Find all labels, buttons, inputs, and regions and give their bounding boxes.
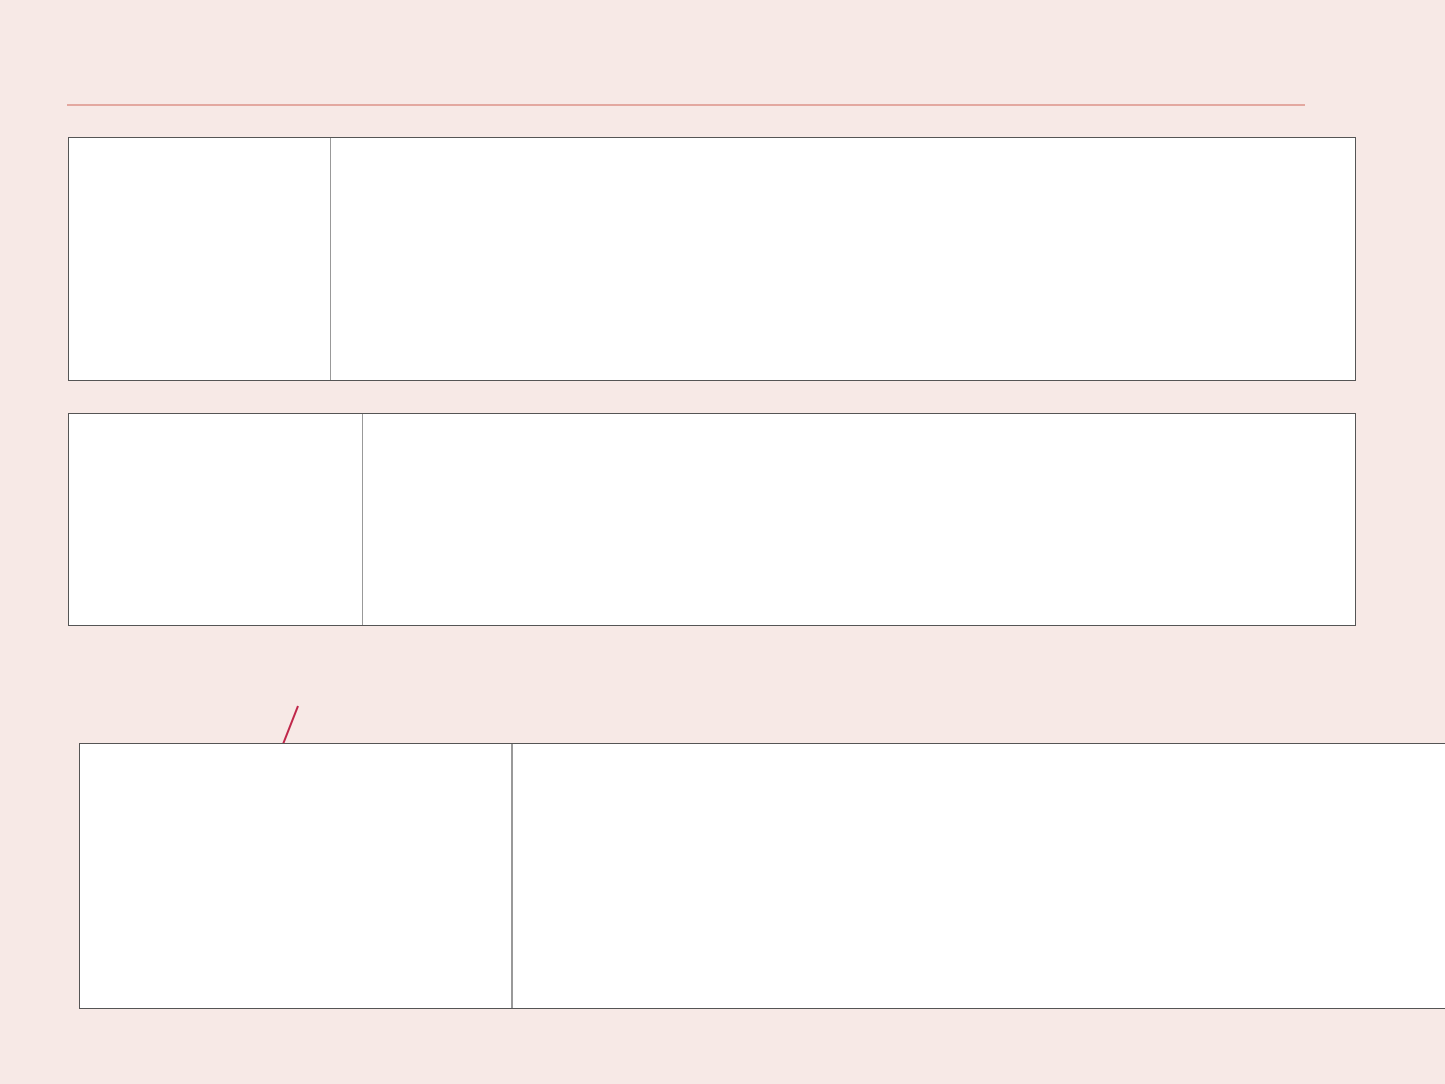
freeze-divider xyxy=(362,414,363,625)
title-divider xyxy=(67,104,1305,106)
showings-panel xyxy=(68,413,1356,626)
freeze-divider xyxy=(511,744,513,1008)
freeze-divider xyxy=(330,138,331,380)
open-house-zoom-panel xyxy=(79,743,1445,1009)
open-house-panel xyxy=(68,137,1356,381)
